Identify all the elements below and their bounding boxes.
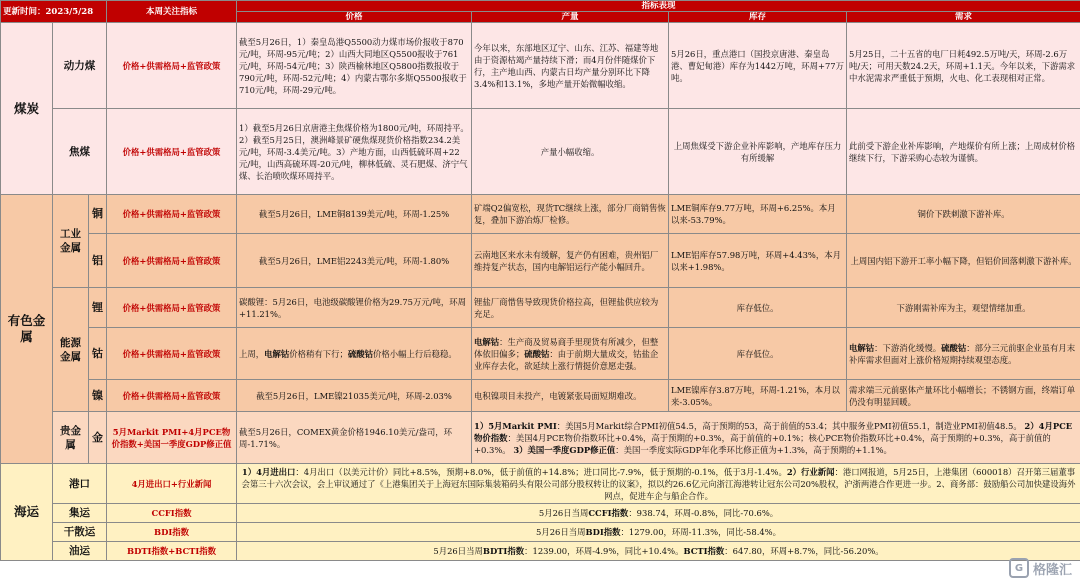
section-coal: 煤炭 [1, 23, 53, 195]
stock-cell: 库存低位。 [669, 288, 847, 328]
price-cell: 截至5月26日，1）秦皇岛港Q5500动力煤市场价报收于870元/吨，环周-95元/吨；2）山西大同地区Q5500报收于761元/吨，环周-54元/吨；3）陕西榆林地区Q5800指数报收于790元/吨，环周-52元/吨；4）内蒙古鄂尔多斯Q5500报收于710元/吨，环周-29元/吨。 [237, 23, 472, 109]
row-name: 镍 [89, 380, 107, 412]
price-cell: 截至5月26日，LME铝2243美元/吨，环周-1.80% [237, 234, 472, 288]
row-name: 金 [89, 412, 107, 464]
focus-indicator: 价格+供需格局+监管政策 [107, 328, 237, 380]
price-header: 价格 [237, 12, 472, 23]
row-cobalt [1, 328, 1080, 380]
output-cell: 产量小幅收缩。 [472, 109, 669, 195]
row-lithium [1, 288, 1080, 328]
stock-cell: LME铝库存57.98万吨，环周+4.43%，本月以来+1.98%。 [669, 234, 847, 288]
demand-header: 需求 [847, 12, 1080, 23]
output-cell: 电解钴：生产商及贸易商手里现货有所减少，但整体依旧偏多；硫酸钴：由于前期大量成交，钴盐企业库存去化，欲延续上涨行情挺价意愿走强。 [472, 328, 669, 380]
output-header: 产量 [472, 12, 669, 23]
row-nickel [1, 380, 1080, 412]
stock-cell: 上周焦煤受下游企业补库影响，产地库存压力有所缓解 [669, 109, 847, 195]
focus-indicator: 价格+供需格局+监管政策 [107, 234, 237, 288]
focus-indicator: 价格+供需格局+监管政策 [107, 288, 237, 328]
focus-indicator: CCFI指数 [107, 504, 237, 523]
demand-cell: 5月25日，二十五省的电厂日耗492.5万吨/天，环周-2.6万吨/天；可用天数24.2天，环周+1.1天。今年以来，下游需求中水泥需求严重低于预期，火电、化工表现相对正常。 [847, 23, 1080, 109]
focus-indicator: 价格+供需格局+监管政策 [107, 380, 237, 412]
price-cell: 1）截至5月26日京唐港主焦煤价格为1800元/吨，环周持平。2）截至5月25日，澳洲峰景矿硬焦煤现货价格指数234.2美元/吨，环周-3.4美元/吨。3）产地方面，山西低硫环周+22元/吨，山西高硫环周-20元/吨，柳林低硫、灵石肥煤、济宁气煤、长治喷吹煤环周持平。 [237, 109, 472, 195]
demand-cell: 此前受下游企业补库影响，产地煤价有所上涨；上周成材价格继续下行，下游采购心态较为谨慎。 [847, 109, 1080, 195]
stock-cell: 库存低位。 [669, 328, 847, 380]
row-name: 钴 [89, 328, 107, 380]
stock-cell: LME铜库存9.77万吨，环周+6.25%。本月以来-53.79%。 [669, 195, 847, 234]
port-detail-cell: 1）4月进出口：4月出口（以美元计价）同比+8.5%，预期+8.0%，低于前值的+14.8%；进口同比-7.9%，低于预期的-0.1%，低于3月-1.4%。2）行业新闻：港口网报道，5月25日，上港集团（600018）召开第三届董事会第三十六次会议，会上审议通过了《上港集团关于上海冠东国际集装箱码头有限公司部分股权转让的议案》，拟以约26.6亿元向浙江海港转让冠东公司20%股权，沪浙两港合作更进一步。2、商务部：鼓励船公司加快建设海外网点，促进车企与船企合作。 [237, 464, 1080, 504]
demand-cell: 铜价下跌刺激下游补库。 [847, 195, 1080, 234]
row-name: 铝 [89, 234, 107, 288]
focus-indicator: 价格+供需格局+监管政策 [107, 195, 237, 234]
section-nonferrous: 有色金属 [1, 195, 53, 464]
price-cell: 上周，电解钴价格稍有下行；硫酸钴价格小幅上行后稳稳。 [237, 328, 472, 380]
row-container-shipping [1, 504, 1080, 523]
stock-cell: LME镍库存3.87万吨，环周-1.21%，本月以来-3.05%。 [669, 380, 847, 412]
gelonghui-logo-icon: G [1009, 558, 1029, 578]
row-coking-coal [1, 109, 1080, 195]
focus-indicator: 价格+供需格局+监管政策 [107, 23, 237, 109]
perf-group-header: 指标表现 [237, 1, 1080, 12]
row-name: 干散运 [53, 523, 107, 542]
row-gold [1, 412, 1080, 464]
section-shipping: 海运 [1, 464, 53, 561]
gold-detail-cell: 1）5月Markit PMI：美国5月Markit综合PMI初值54.5，高于预期的53，高于前值的53.4；其中服务业PMI初值55.1，制造业PMI初值48.5。 2）4月PCE物价指数：美国4月PCE物价指数环比+0.4%，高于预期的+0.3%，高于前值的+0.1%；核心PCE物价指数环比+0.4%，高于预期的+0.3%，高于前值的+0.3%。 3）美国一季度GDP修正值：美国一季度实际GDP年化季环比修正值为+1.3%，高于预期的+1.1%。 [472, 412, 1080, 464]
price-cell: 碳酸锂：5月26日，电池级碳酸锂价格为29.75万元/吨，环周+11.21%。 [237, 288, 472, 328]
demand-cell: 电解钴：下游消化缓慢。硫酸钴：部分三元前驱企业虽有月末补库需求但面对上涨价格短期持续观望态度。 [847, 328, 1080, 380]
price-cell: 截至5月26日，COMEX黄金价格1946.10美元/盎司，环周-1.71%。 [237, 412, 472, 464]
watermark [1009, 558, 1072, 578]
row-dry-bulk [1, 523, 1080, 542]
row-name: 动力煤 [53, 23, 107, 109]
row-thermal-coal [1, 23, 1080, 109]
bdi-detail-cell: 5月26日当周BDI指数：1279.00，环周-11.3%，同比-58.4%。 [237, 523, 1080, 542]
focus-indicator: BDI指数 [107, 523, 237, 542]
row-name: 集运 [53, 504, 107, 523]
focus-col-header: 本周关注指标 [107, 1, 237, 23]
row-copper [1, 195, 1080, 234]
sub-energy: 能源金属 [53, 288, 89, 412]
watermark-text: 格隆汇 [1032, 562, 1072, 578]
output-cell: 矿端Q2偏宽松，现货TC继续上涨，部分厂商销售恢复，叠加下游冶炼厂检修。 [472, 195, 669, 234]
row-name: 油运 [53, 542, 107, 561]
update-time: 更新时间：2023/5/28 [1, 1, 107, 23]
focus-indicator: 价格+供需格局+监管政策 [107, 109, 237, 195]
stock-header: 库存 [669, 12, 847, 23]
output-cell: 云南地区来水未有缓解，复产仍有困难，贵州铝厂维持复产状态，国内电解铝运行产能小幅回升。 [472, 234, 669, 288]
row-name: 港口 [53, 464, 107, 504]
price-cell: 截至5月26日，LME镍21035美元/吨，环周-2.03% [237, 380, 472, 412]
stock-cell: 5月26日，重点港口（国投京唐港、秦皇岛港、曹妃甸港）库存为1442万吨，环周+77万吨。 [669, 23, 847, 109]
focus-indicator: 4月进出口+行业新闻 [107, 464, 237, 504]
row-tanker [1, 542, 1080, 561]
output-cell: 今年以来，东部地区辽宁、山东、江苏、福建等地由于资源枯竭产量持续下滑；而4月份伴随煤价下行，主产地山西、内蒙古日均产量分别环比下降3.4%和13.1%，多地产量开始微幅收缩。 [472, 23, 669, 109]
ccfi-detail-cell: 5月26日当周CCFI指数：938.74，环周-0.8%，同比-70.6%。 [237, 504, 1080, 523]
row-name: 锂 [89, 288, 107, 328]
tanker-detail-cell: 5月26日当周BDTI指数：1239.00，环周-4.9%，同比+10.4%。BCTI指数：647.80，环周+8.7%，同比-56.20%。 [237, 542, 1080, 561]
demand-cell: 上周国内铝下游开工率小幅下降，但铝价回落刺激下游补库。 [847, 234, 1080, 288]
focus-indicator: BDTI指数+BCTI指数 [107, 542, 237, 561]
row-aluminum [1, 234, 1080, 288]
row-name: 焦煤 [53, 109, 107, 195]
row-name: 铜 [89, 195, 107, 234]
focus-indicator: 5月Markit PMI+4月PCE物价指数+美国一季度GDP修正值 [107, 412, 237, 464]
price-cell: 截至5月26日，LME铜8139美元/吨，环周-1.25% [237, 195, 472, 234]
demand-cell: 需求端三元前驱体产量环比小幅增长；不锈钢方面，终端订单仍没有明显回暖。 [847, 380, 1080, 412]
sub-industrial: 工业金属 [53, 195, 89, 288]
output-cell: 锂盐厂商惜售导致现货价格拉高，但锂盐供应较为充足。 [472, 288, 669, 328]
demand-cell: 下游刚需补库为主，观望情绪加重。 [847, 288, 1080, 328]
output-cell: 电积镍项目未投产，电镀紧张局面短期难改。 [472, 380, 669, 412]
sub-precious: 贵金属 [53, 412, 89, 464]
row-port [1, 464, 1080, 504]
